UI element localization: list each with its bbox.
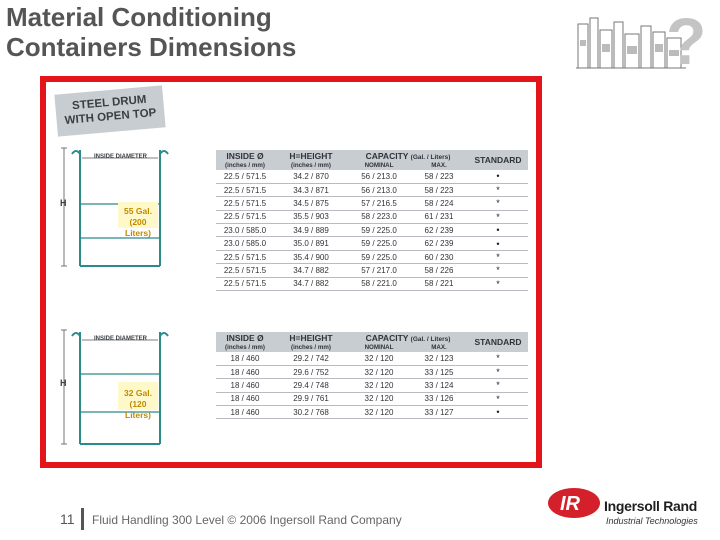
spec-table-55 [216,150,528,291]
table-cell: 23.0 / 585.0 [216,224,274,237]
header-height-unit: (inches / mm) [274,343,348,352]
table-cell: 32 / 123 [410,352,468,365]
table-row [216,379,528,392]
ir-logo-mark: IR [560,493,580,515]
table-row [216,352,528,365]
table-cell: 58 / 224 [410,197,468,210]
table-cell: 33 / 124 [410,379,468,392]
drum-32-volume-label [116,388,160,421]
table-cell: 59 / 225.0 [348,250,410,263]
logo-brand: Ingersoll Rand [604,498,698,514]
table-cell: 58 / 223.0 [348,210,410,223]
table-cell: * [468,264,528,277]
table-cell: • [468,237,528,250]
header-inside: INSIDE Ø [216,332,274,343]
drum-outline-icon [58,326,182,446]
table-cell: • [468,170,528,183]
table-row [216,224,528,237]
table-row [216,264,528,277]
header-capacity [348,332,468,343]
table-cell: 34.5 / 875 [274,197,348,210]
table-cell: 62 / 239 [410,224,468,237]
footer-copyright: Fluid Handling 300 Level © 2006 Ingersoll Rand Company [92,513,402,527]
drum-55-volume-label [116,206,160,239]
table-cell: 23.0 / 585.0 [216,237,274,250]
table-cell: * [468,379,528,392]
header-capacity [348,150,468,161]
table-cell: 34.9 / 889 [274,224,348,237]
page-number: 11 [60,511,75,527]
table-cell: 34.3 / 871 [274,183,348,196]
table-cell: 22.5 / 571.5 [216,210,274,223]
badge-line-1: STEEL DRUM [71,93,147,113]
table-cell: 32 / 120 [348,406,410,419]
table-row [216,250,528,263]
table-row [216,183,528,196]
table-cell: * [468,352,528,365]
table-cell: * [468,250,528,263]
header-standard: STANDARD [468,332,528,352]
header-standard: STANDARD [468,150,528,170]
table-cell: 18 / 460 [216,352,274,365]
table-cell: 59 / 225.0 [348,237,410,250]
drum-55-volume-line-2: (200 Liters) [125,217,151,238]
table-cell: 59 / 225.0 [348,224,410,237]
table-cell: 58 / 221.0 [348,277,410,290]
question-mark-icon: ? [666,10,707,76]
table-cell: 29.9 / 761 [274,392,348,405]
table-cell: 22.5 / 571.5 [216,264,274,277]
drum-32-volume-line-2: (120 Liters) [125,399,151,420]
header-capacity-label: CAPACITY [365,332,409,343]
table-cell: 35.0 / 891 [274,237,348,250]
table-cell: 56 / 213.0 [348,183,410,196]
table-cell: * [468,183,528,196]
table-cell: * [468,365,528,378]
header-inside-unit: (inches / mm) [216,161,274,170]
table-row [216,392,528,405]
table-row [216,277,528,290]
table-cell: 18 / 460 [216,406,274,419]
table-cell: 57 / 216.5 [348,197,410,210]
table-cell: 57 / 217.0 [348,264,410,277]
drum-32-height-label: H [60,378,67,388]
table-cell: 32 / 120 [348,365,410,378]
table-cell: 35.4 / 900 [274,250,348,263]
header-inside-unit: (inches / mm) [216,343,274,352]
drum-55-volume-line-1: 55 Gal. [124,206,152,216]
table-cell: 22.5 / 571.5 [216,197,274,210]
table-cell: 29.6 / 752 [274,365,348,378]
table-cell: 32 / 120 [348,352,410,365]
table-cell: 61 / 231 [410,210,468,223]
header-capacity-unit: (Gal. / Liters) [410,335,451,343]
table-cell: 18 / 460 [216,365,274,378]
table-row [216,170,528,183]
table-row [216,406,528,419]
table-cell: 30.2 / 768 [274,406,348,419]
table-cell: 32 / 120 [348,379,410,392]
drum-55-diagram [58,144,182,268]
drum-55-height-label: H [60,198,67,208]
table-row [216,237,528,250]
table-cell: 22.5 / 571.5 [216,170,274,183]
header-height: H=HEIGHT [274,150,348,161]
table-row [216,365,528,378]
spec-table-32 [216,332,528,419]
table-cell: 33 / 126 [410,392,468,405]
table-cell: • [468,224,528,237]
table-cell: 32 / 120 [348,392,410,405]
table-cell: * [468,210,528,223]
table-cell: 58 / 223 [410,183,468,196]
table-cell: 34.7 / 882 [274,264,348,277]
slide-title [6,2,296,62]
header-inside: INSIDE Ø [216,150,274,161]
table-cell: 18 / 460 [216,379,274,392]
table-row [216,210,528,223]
header-nominal: NOMINAL [348,343,410,352]
table-cell: 18 / 460 [216,392,274,405]
drum-32-diagram [58,326,182,446]
logo-subtitle: Industrial Technologies [606,516,698,526]
header-capacity-label: CAPACITY [365,150,409,161]
table-cell: * [468,392,528,405]
table-cell: * [468,197,528,210]
table-cell: 34.7 / 882 [274,277,348,290]
header-height-unit: (inches / mm) [274,161,348,170]
table-cell: 22.5 / 571.5 [216,277,274,290]
table-cell: 22.5 / 571.5 [216,250,274,263]
table-cell: * [468,277,528,290]
header-max: MAX. [410,343,468,352]
table-cell: 29.4 / 748 [274,379,348,392]
table-cell: 22.5 / 571.5 [216,183,274,196]
badge-line-2: WITH OPEN TOP [64,107,157,127]
table-cell: 62 / 239 [410,237,468,250]
table-cell: 33 / 125 [410,365,468,378]
title-line-1: Material Conditioning [6,2,272,32]
table-cell: 58 / 221 [410,277,468,290]
table-cell: 58 / 223 [410,170,468,183]
drum-32-volume-line-1: 32 Gal. [124,388,152,398]
table-cell: 33 / 127 [410,406,468,419]
drum-55-diameter-label: INSIDE DIAMETER [94,154,148,160]
drum-32-diameter-label: INSIDE DIAMETER [94,336,148,342]
pump-equipment-icon [574,10,714,76]
title-line-2: Containers Dimensions [6,32,297,62]
header-max: MAX. [410,161,468,170]
header-capacity-unit: (Gal. / Liters) [410,153,451,161]
table-row [216,197,528,210]
table-cell: 35.5 / 903 [274,210,348,223]
table-cell: • [468,406,528,419]
table-cell: 29.2 / 742 [274,352,348,365]
table-cell: 58 / 226 [410,264,468,277]
header-nominal: NOMINAL [348,161,410,170]
footer-divider [81,508,84,530]
header-height: H=HEIGHT [274,332,348,343]
table-cell: 60 / 230 [410,250,468,263]
table-cell: 56 / 213.0 [348,170,410,183]
table-cell: 34.2 / 870 [274,170,348,183]
